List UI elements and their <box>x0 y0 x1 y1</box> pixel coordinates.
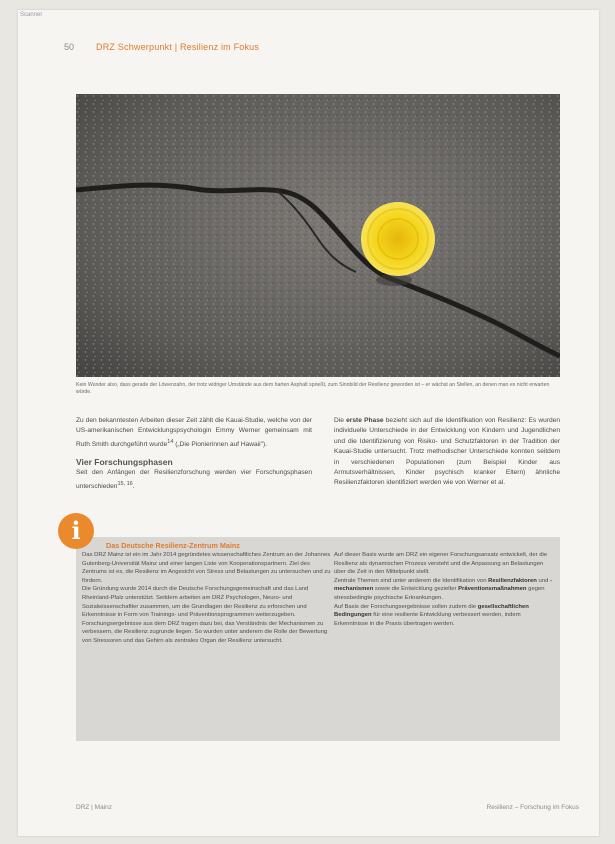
info-box-column-right <box>334 551 556 628</box>
paragraph-kauai: Zu den bekanntesten Arbeiten dieser Zeit zählt die Kauai-Studie, welche von der US-amerikanischen Entwicklungspsychologin Emmy Werner gemeinsam mit Ruth Smith durchgeführt wurde$^{14}$ („Die Pionierinnen auf Hawaii"). <box>76 417 312 448</box>
asphalt-texture <box>76 94 560 377</box>
info-paragraph-3: Forschungsergebnisse aus dem DRZ tragen dazu bei, das Verständnis der Mechanismen zu verbessern, die Resilienz zugrunde liegen. So wurden unter anderem die Rolle der Bewertung von Stressoren und das Gehirn als zentrales Organ der Resilienz untersucht. <box>82 620 328 644</box>
bold-gesellschaftliche-bedingungen: gesellschaftlichen Bedingungen <box>334 603 529 619</box>
bold-resilienzfaktoren: Resilienzfaktoren <box>488 577 537 584</box>
info-icon: i <box>58 513 94 549</box>
info-paragraph-2: Die Gründung wurde 2014 durch die Deutsche Forschungsgemeinschaft und das Land Rheinland-Pfalz unterstützt. Seitdem arbeiten am DRZ Psychologen, Neuro- und Sozialwissenschaftler zusammen, um die Grundlagen der Resilienz zu erforschen und Erkenntnisse in Form von Trainings- und Präventionsprogrammen weiterzugeben. <box>82 586 309 619</box>
flower-shadow <box>376 274 412 286</box>
footer-right: Resilienz – Forschung im Fokus <box>486 804 579 811</box>
bold-praeventionsmassnahmen: Präventionsmaßnahmen <box>458 586 527 593</box>
page-number: 50 <box>64 42 75 52</box>
bold-mechanismen: -mechanismen <box>334 577 552 593</box>
info-paragraph-5: Zentrale Themen sind unter anderem die Identifikation von Resilienzfaktoren und -mechanismen sowie die Entwicklung gezielter Präventionsmaßnahmen gegen stressbedingte psychische Erkrankungen. <box>334 577 552 601</box>
photo-illustration <box>76 94 560 377</box>
info-paragraph-1: Das DRZ Mainz ist ein im Jahr 2014 gegründetes wissenschaftliches Zentrum an der Johannes Gutenberg-Universität Mainz und einer langen Liste von Kooperationspartnern. Ziel des Zentrums ist es, die Resilienz im Angesicht von Stress und Belastungen zu untersuchen und zu fördern. <box>82 552 331 584</box>
dandelion-photo <box>76 94 560 377</box>
footer-left: DRZ | Mainz <box>76 804 112 811</box>
subheading-forschungsphasen: Vier Forschungsphasen <box>76 457 173 468</box>
photo-caption: Kein Wunder also, dass gerade der Löwenzahn, der trotz widriger Umstände aus dem harten Asphalt sprießt, zum Sinnbild der Resilienz geworden ist – er wächst an Stellen, an denen man es nicht erwarten würde. <box>76 382 550 395</box>
info-box-column-left <box>82 551 332 646</box>
info-paragraph-4: Auf dieser Basis wurde am DRZ ein eigener Forschungsansatz entwickelt, der die Resilienz als dynamischen Prozess versteht und die Anpassung an Belastungen über die Zeit in den Mittelpunkt stellt. <box>334 552 548 576</box>
scanner-mark: Scanner <box>20 12 43 18</box>
section-title: DRZ Schwerpunkt | Resilienz im Fokus <box>96 42 260 52</box>
info-paragraph-6: Auf Basis der Forschungsergebnisse sollen zudem die gesellschaftlichen Bedingungen für eine resiliente Entwicklung verbessert werden, indem Erkenntnisse in die Praxis übertragen werden. <box>334 603 529 627</box>
body-column-left <box>76 416 312 492</box>
body-column-right: Die erste Phase bezieht sich auf die Identifikation von Resilienz: Es wurden individuelle Unterschiede in der Entwicklung von Kindern und Jugendlichen und die Identifizierung von Risiko- und Schutzfaktoren in der Tradition der Kauai-Studie untersucht. Trotz methodischer Unterschiede konnten seitdem in verschiedenen Populationen (zum Beispiel Kinder aus Armutsverhältnissen, Kinder psychisch kranker Eltern) ähnliche Resilienzfaktoren identifiziert werden wie von Werner et al. <box>334 417 561 487</box>
paragraph-phasen: Seit den Anfängen der Resilienzforschung werden vier Forschungsphasen unterschieden$^{15, 16}$. <box>76 469 312 490</box>
info-box-title: Das Deutsche Resilienz-Zentrum Mainz <box>106 541 240 550</box>
dandelion-flower <box>361 202 435 276</box>
bold-erste-phase: erste Phase <box>346 417 384 424</box>
